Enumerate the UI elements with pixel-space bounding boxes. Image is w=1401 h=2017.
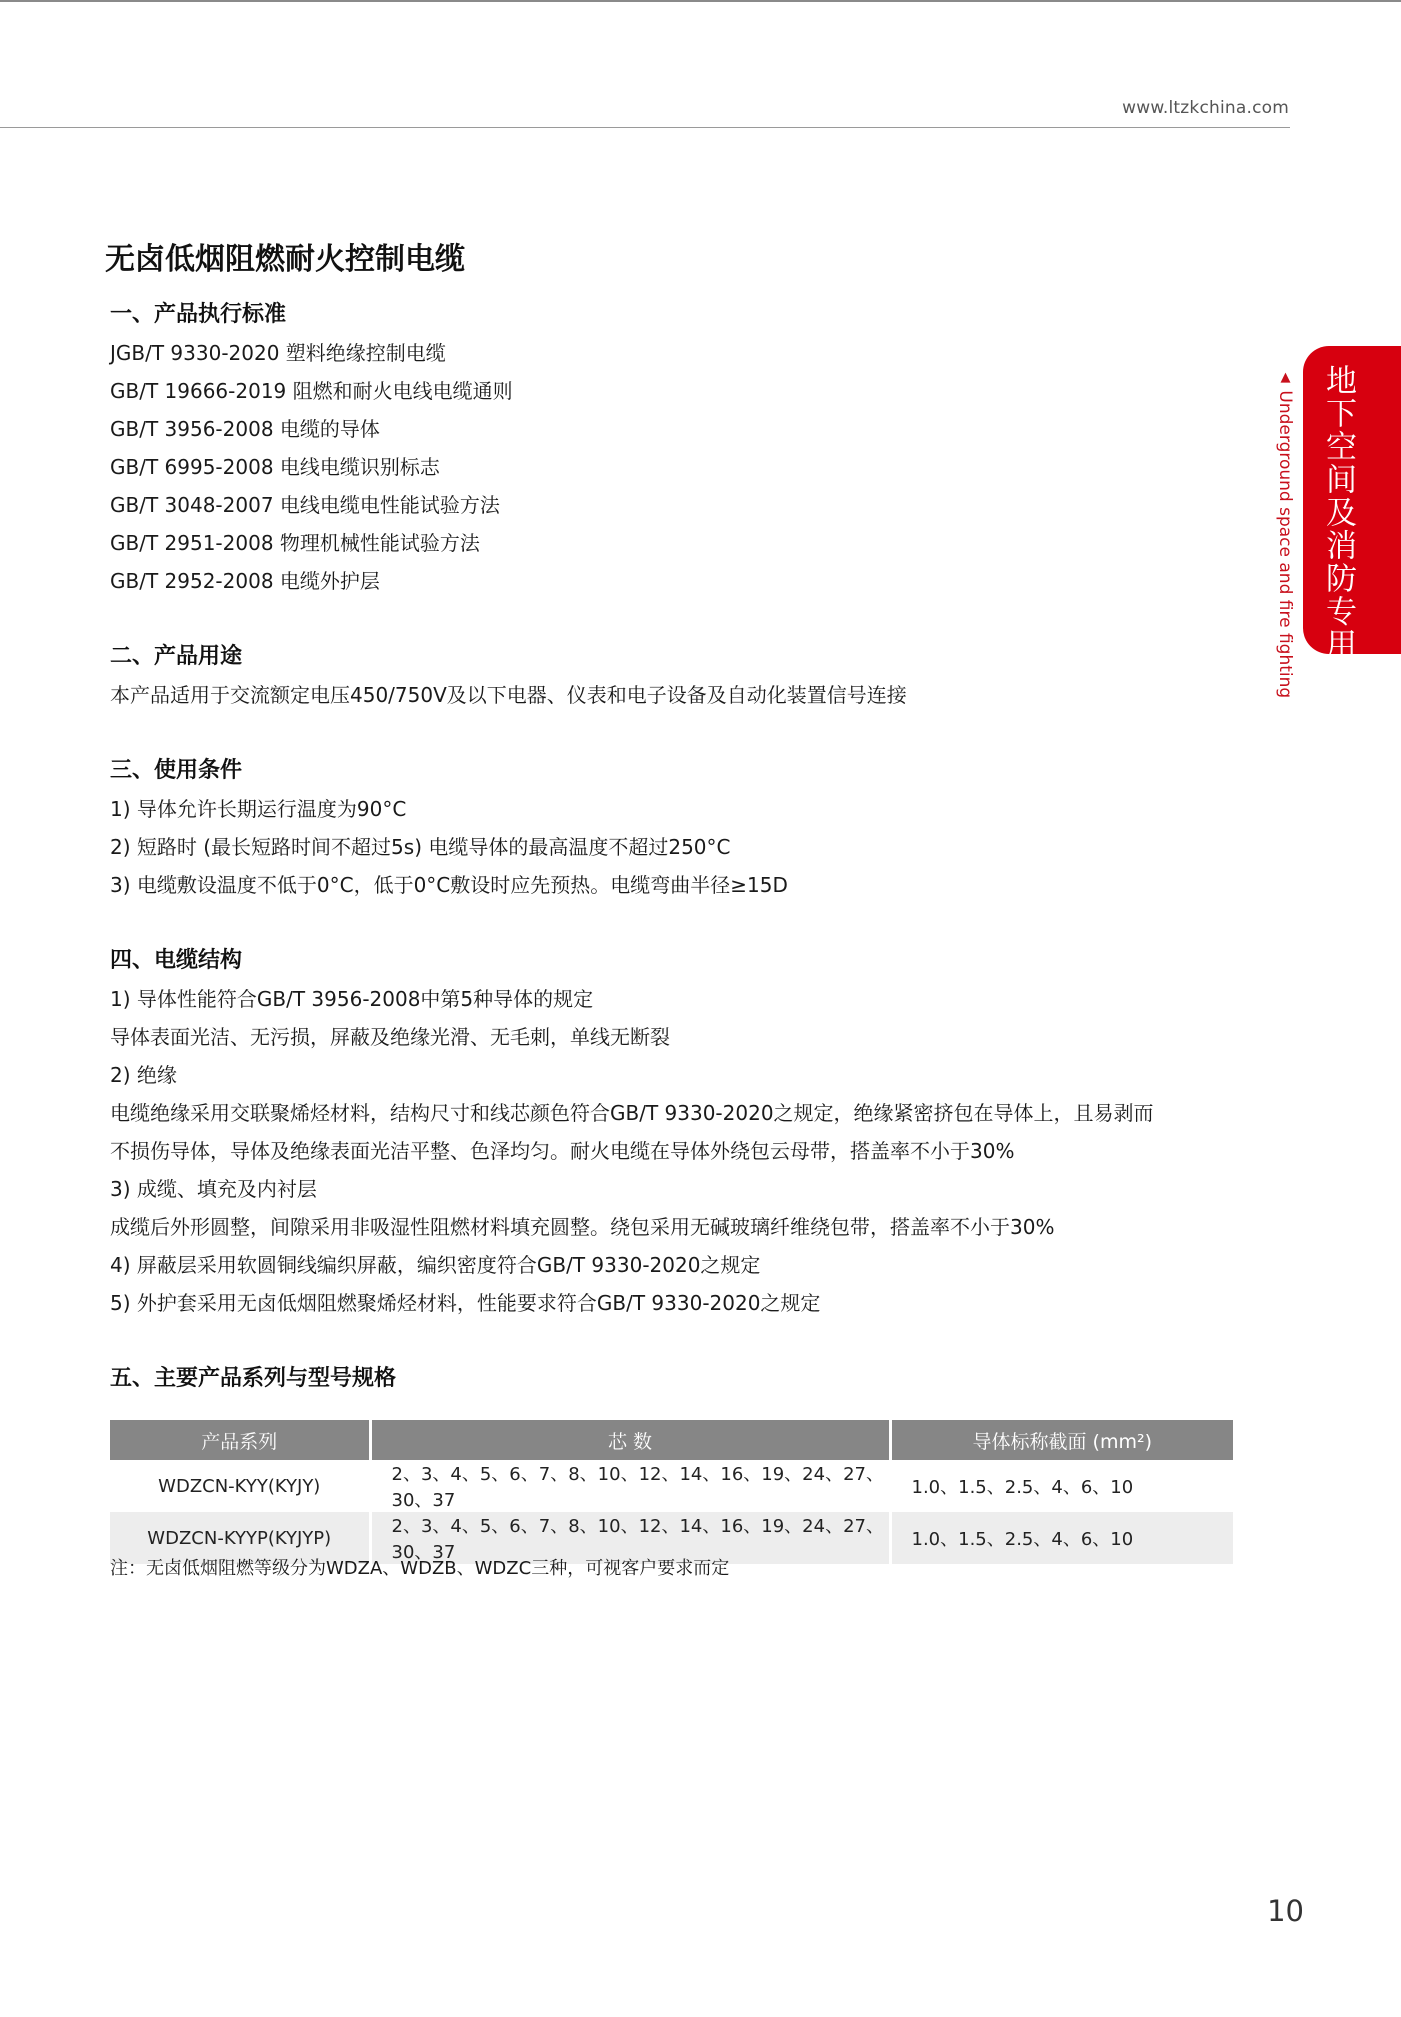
standard-line: GB/T 19666-2019 阻燃和耐火电线电缆通则 <box>110 379 513 403</box>
standard-line: GB/T 2952-2008 电缆外护层 <box>110 569 380 593</box>
structure-line: 5) 外护套采用无卤低烟阻燃聚烯烃材料，性能要求符合GB/T 9330-2020之规定 <box>110 1291 821 1315</box>
side-tab-label-cn: 地下空间及消防专用 <box>1320 364 1356 661</box>
standard-line: GB/T 3048-2007 电线电缆电性能试验方法 <box>110 493 500 517</box>
structure-line: 成缆后外形圆整，间隙采用非吸湿性阻燃材料填充圆整。绕包采用无碱玻璃纤维绕包带，搭盖率不小于30% <box>110 1215 1055 1239</box>
structure-line: 1) 导体性能符合GB/T 3956-2008中第5种导体的规定 <box>110 987 594 1011</box>
section-heading: 三、使用条件 <box>110 758 243 783</box>
top-border-line <box>0 0 1401 2</box>
structure-line: 2) 绝缘 <box>110 1063 177 1087</box>
standard-line: GB/T 6995-2008 电线电缆识别标志 <box>110 455 440 479</box>
standard-line: JGB/T 9330-2020 塑料绝缘控制电缆 <box>110 341 446 365</box>
section-structure <box>110 942 1240 1322</box>
table-cell-cores: 2、3、4、5、6、7、8、10、12、14、16、19、24、27、30、37 <box>370 1512 890 1564</box>
section-heading: 五、主要产品系列与型号规格 <box>110 1366 397 1391</box>
model-spec-table <box>110 1420 1233 1564</box>
table-note: 注：无卤低烟阻燃等级分为WDZA、WDZB、WDZC三种，可视客户要求而定 <box>110 1558 730 1579</box>
side-tab-label-en <box>1276 370 1293 698</box>
page-number: 10 <box>1267 1894 1304 1928</box>
standard-line: GB/T 3956-2008 电缆的导体 <box>110 417 380 441</box>
triangle-arrow-icon: ▲ <box>1278 370 1293 385</box>
structure-line: 不损伤导体，导体及绝缘表面光洁平整、色泽均匀。耐火电缆在导体外绕包云母带，搭盖率不小于30% <box>110 1139 1015 1163</box>
content-body <box>110 296 1240 1398</box>
structure-line: 4) 屏蔽层采用软圆铜线编织屏蔽，编织密度符合GB/T 9330-2020之规定 <box>110 1253 761 1277</box>
table-header-series: 产品系列 <box>110 1420 370 1460</box>
usage-line: 本产品适用于交流额定电压450/750V及以下电器、仪表和电子设备及自动化装置信号连接 <box>110 683 907 707</box>
table-cell-section: 1.0、1.5、2.5、4、6、10 <box>890 1512 1233 1564</box>
table-cell-section: 1.0、1.5、2.5、4、6、10 <box>911 1477 1134 1498</box>
section-heading: 一、产品执行标准 <box>110 302 287 327</box>
side-tab-en-text: Underground space and fire fighting <box>1275 390 1295 699</box>
section-standards <box>110 296 1240 600</box>
section-usage <box>110 638 1240 714</box>
structure-line: 导体表面光洁、无污损，屏蔽及绝缘光滑、无毛刺，单线无断裂 <box>110 1025 670 1049</box>
table-row <box>110 1460 1233 1512</box>
table-cell-cores: 2、3、4、5、6、7、8、10、12、14、16、19、24、27、30、37 <box>370 1460 890 1512</box>
condition-line: 3) 电缆敷设温度不低于0°C，低于0°C敷设时应先预热。电缆弯曲半径≥15D <box>110 873 788 897</box>
condition-line: 2) 短路时 (最长短路时间不超过5s) 电缆导体的最高温度不超过250°C <box>110 835 731 859</box>
header-divider <box>0 127 1290 128</box>
structure-line: 电缆绝缘采用交联聚烯烃材料，结构尺寸和线芯颜色符合GB/T 9330-2020之规定，绝缘紧密挤包在导体上，且易剥而 <box>110 1101 1154 1125</box>
section-conditions <box>110 752 1240 904</box>
section-heading: 二、产品用途 <box>110 644 243 669</box>
section-models <box>110 1360 1240 1398</box>
table-cell-series: WDZCN-KYYP(KYJYP) <box>110 1512 370 1564</box>
table-cell-series: WDZCN-KYY(KYJY) <box>110 1460 370 1512</box>
table-header-row <box>110 1420 1233 1460</box>
table-header-cores: 芯 数 <box>370 1420 890 1460</box>
condition-line: 1) 导体允许长期运行温度为90°C <box>110 797 407 821</box>
structure-line: 3) 成缆、填充及内衬层 <box>110 1177 317 1201</box>
table-header-section: 导体标称截面 (mm²) <box>890 1420 1233 1460</box>
section-heading: 四、电缆结构 <box>110 948 243 973</box>
standard-line: GB/T 2951-2008 物理机械性能试验方法 <box>110 531 480 555</box>
page-title: 无卤低烟阻燃耐火控制电缆 <box>105 242 465 277</box>
website-url[interactable]: www.ltzkchina.com <box>1122 98 1289 118</box>
